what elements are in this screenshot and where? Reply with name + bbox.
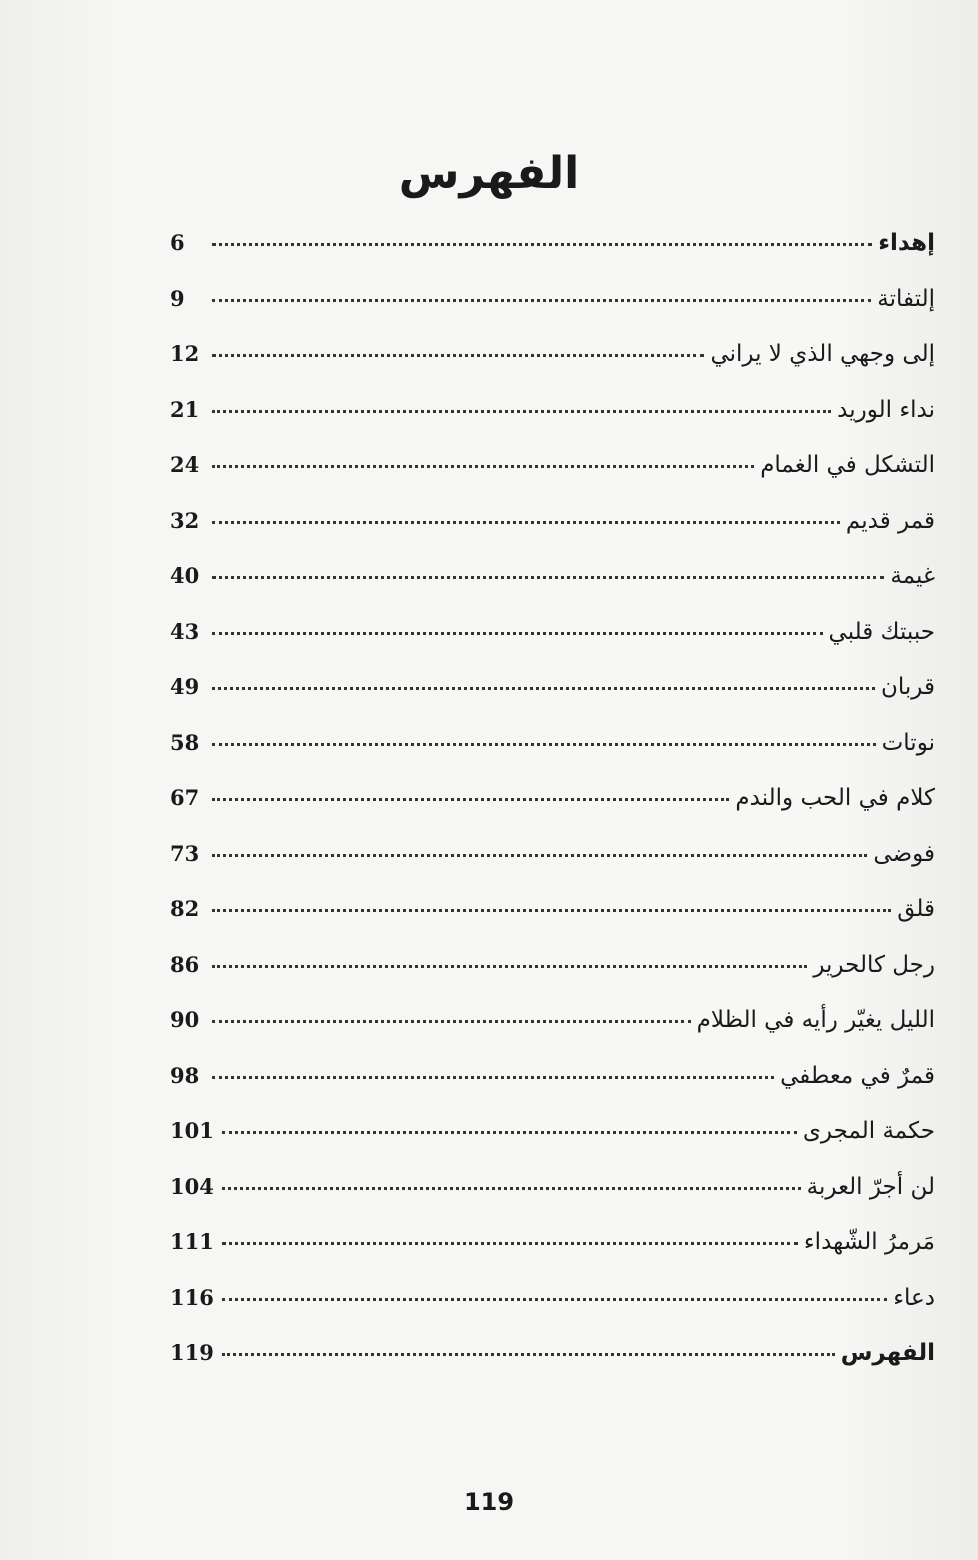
toc-entry [170, 785, 935, 841]
toc-page-number: 67 [170, 785, 200, 810]
dot-leader [212, 798, 729, 801]
toc-page-number: 24 [170, 452, 200, 477]
dot-leader [212, 854, 867, 857]
dot-leader [222, 1298, 887, 1301]
toc-entry-title: حببتك قلبي [828, 618, 935, 645]
toc-entry-title: كلام في الحب والندم [735, 785, 935, 811]
toc-page-number: 119 [170, 1340, 214, 1365]
toc-entry-title: رجل كالحرير [813, 951, 935, 978]
toc-entry-title: إلتفاتة [877, 285, 935, 312]
dot-leader [222, 1187, 801, 1190]
toc-entry [170, 1063, 935, 1119]
toc-entry-title: قربان [881, 674, 935, 700]
toc-entry-title: قمرٌ في معطفي [780, 1062, 935, 1089]
toc-page-number: 86 [170, 951, 200, 977]
toc-entry [170, 730, 935, 786]
toc-entry [170, 841, 935, 897]
toc-entry [170, 1174, 935, 1230]
toc-entry [170, 896, 935, 952]
toc-page-number: 6 [170, 230, 185, 255]
dot-leader [212, 965, 807, 968]
toc-page-number: 104 [170, 1173, 214, 1199]
toc-entry-title: الفهرس [840, 1340, 935, 1366]
toc-entry-title: حكمة المجرى [802, 1118, 935, 1144]
toc-entry [170, 1229, 935, 1285]
toc-entry [170, 619, 935, 675]
dot-leader [212, 687, 875, 690]
toc-page-number: 111 [170, 1229, 214, 1254]
toc-entry-title: التشكل في الغمام [760, 452, 935, 478]
dot-leader [212, 299, 871, 302]
dot-leader [222, 1242, 798, 1245]
toc-entry [170, 1285, 935, 1341]
dot-leader [212, 1076, 774, 1079]
toc-page-number: 116 [170, 1284, 214, 1310]
dot-leader [212, 521, 840, 524]
toc-page-number: 21 [170, 396, 200, 422]
toc-page-number: 9 [170, 285, 185, 311]
toc-page-number: 73 [170, 840, 200, 866]
dot-leader [212, 410, 831, 413]
dot-leader [212, 243, 872, 246]
toc-entry [170, 1007, 935, 1063]
dot-leader [222, 1353, 835, 1356]
toc-entry [170, 952, 935, 1008]
toc-entry-title: قلق [897, 896, 935, 922]
toc-entry [170, 508, 935, 564]
toc-entry-title: مَرمرُ الشّهداء [803, 1229, 935, 1255]
toc-entry-title: إلى وجهي الذي لا يراني [710, 341, 935, 367]
toc-entry-title: دعاء [893, 1284, 935, 1311]
dot-leader [212, 576, 884, 579]
table-of-contents [170, 230, 935, 1396]
dot-leader [212, 632, 823, 635]
toc-entry-title: نداء الوريد [837, 396, 935, 423]
toc-page-number: 58 [170, 729, 200, 755]
toc-entry [170, 397, 935, 453]
toc-entry [170, 1118, 935, 1174]
dot-leader [212, 465, 754, 468]
toc-entry [170, 563, 935, 619]
toc-entry [170, 452, 935, 508]
toc-page-number: 43 [170, 618, 200, 644]
toc-page-number: 32 [170, 507, 200, 533]
dot-leader [212, 1020, 691, 1023]
toc-entry [170, 1340, 935, 1396]
toc-page-number: 12 [170, 341, 200, 366]
toc-entry-title: الليل يغيّر رأيه في الظلام [696, 1007, 935, 1033]
toc-entry [170, 286, 935, 342]
toc-page-number: 101 [170, 1118, 214, 1143]
toc-entry-title: لن أجرّ العربة [806, 1173, 935, 1200]
toc-page-number: 40 [170, 563, 200, 588]
toc-entry-title: إهداء [878, 230, 935, 256]
dot-leader [212, 743, 876, 746]
toc-page-number: 82 [170, 896, 200, 921]
toc-entry [170, 674, 935, 730]
dot-leader [212, 909, 891, 912]
dot-leader [222, 1131, 797, 1134]
toc-entry-title: نوتات [881, 729, 935, 756]
toc-entry [170, 230, 935, 286]
toc-entry [170, 341, 935, 397]
toc-entry-title: فوضى [873, 840, 935, 867]
toc-entry-title: قمر قديم [845, 507, 935, 534]
toc-page-number: 49 [170, 674, 200, 699]
page-number: 119 [463, 1488, 515, 1516]
toc-page-number: 90 [170, 1007, 200, 1032]
dot-leader [212, 354, 704, 357]
toc-entry-title: غيمة [890, 563, 935, 589]
page-title: الفهرس [398, 148, 580, 199]
toc-page-number: 98 [170, 1062, 200, 1088]
